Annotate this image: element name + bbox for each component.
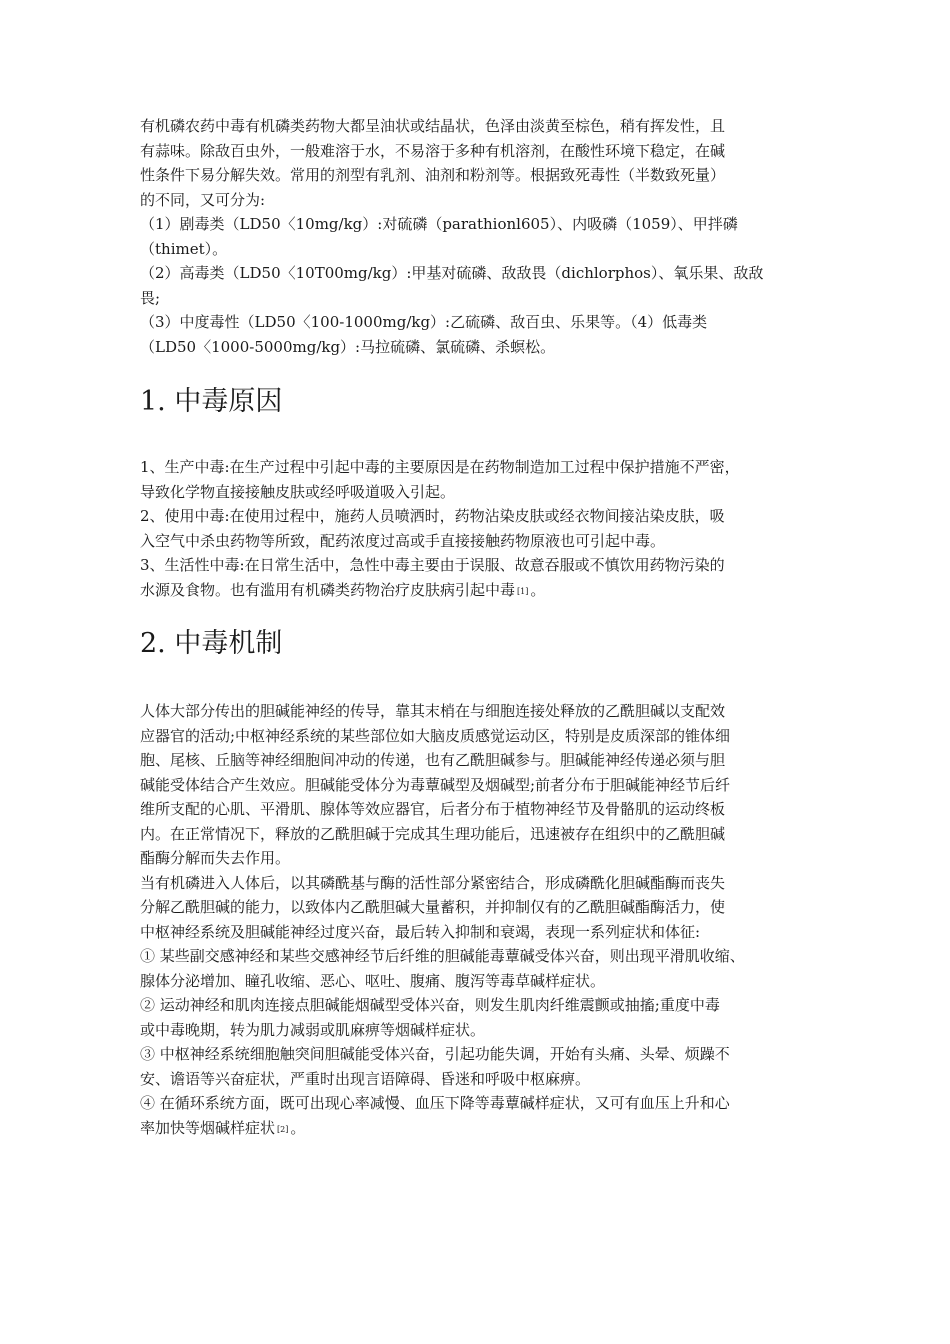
- section-1-line: 3、生活性中毒:在日常生活中，急性中毒主要由于误服、故意吞服或不慎饮用药物污染的: [140, 556, 725, 574]
- section-2-line: ④ 在循环系统方面，既可出现心率减慢、血压下降等毒蕈碱样症状，又可有血压上升和心: [140, 1094, 730, 1112]
- section-1-last-line-end: 。: [530, 580, 546, 599]
- section-1-last-line: [140, 578, 830, 603]
- section-2-line: ③ 中枢神经系统细胞触突间胆碱能受体兴奋，引起功能失调，开始有头痛、头晕、烦躁不: [140, 1045, 730, 1063]
- section-2-heading: 2. 中毒机制: [140, 628, 283, 659]
- citation-1: [1]: [517, 586, 529, 596]
- section-2-line: 人体大部分传出的胆碱能神经的传导，靠其末梢在与细胞连接处释放的乙酰胆碱以支配效: [140, 702, 726, 720]
- section-2-line: 分解乙酰胆碱的能力，以致体内乙酰胆碱大量蓄积，并抑制仅有的乙酰胆碱酯酶活力，使: [140, 898, 726, 916]
- section-1-line: 2、使用中毒:在使用过程中，施药人员喷洒时，药物沾染皮肤或经衣物间接沾染皮肤，吸: [140, 507, 725, 525]
- section-2-line: 碱能受体结合产生效应。胆碱能受体分为毒蕈碱型及烟碱型;前者分布于胆碱能神经节后纤: [140, 775, 731, 794]
- section-1-line: 入空气中杀虫药物等所致，配药浓度过高或手直接接触药物原液也可引起中毒。: [140, 531, 666, 550]
- section-1-body: [140, 455, 830, 602]
- section-2-line: 应器官的活动;中枢神经系统的某些部位如大脑皮质感觉运动区，特别是皮质深部的锥体细: [140, 726, 731, 745]
- section-2-line: 安、谵语等兴奋症状，严重时出现言语障碍、昏迷和呼吸中枢麻痹。: [140, 1069, 591, 1088]
- intro-line: （1）剧毒类（LD50〈10mg/kg）:对硫磷（parathionl605）、内吸磷（1059）、甲拌磷: [140, 215, 738, 233]
- section-2-line: 中枢神经系统及胆碱能神经过度兴奋，最后转入抑制和衰竭，表现一系列症状和体征:: [140, 922, 701, 941]
- section-2-line: 胞、尾核、丘脑等神经细胞间冲动的传递，也有乙酰胆碱参与。胆碱能神经传递必须与胆: [140, 751, 726, 769]
- intro-line: 性条件下易分解失效。常用的剂型有乳剂、油剂和粉剂等。根据致死毒性（半数致死量）: [140, 166, 726, 184]
- intro-line: 的不同，又可分为:: [140, 190, 266, 209]
- intro-line: （LD50〈1000-5000mg/kg）:马拉硫磷、氯硫磷、杀螟松。: [140, 337, 556, 356]
- section-2-line: 腺体分泌增加、瞳孔收缩、恶心、呕吐、腹痛、腹泻等毒草碱样症状。: [140, 971, 606, 990]
- intro-line: （3）中度毒性（LD50〈100-1000mg/kg）:乙硫磷、敌百虫、乐果等。（4）低毒类: [140, 313, 708, 331]
- section-2-last-line-end: 。: [290, 1118, 306, 1137]
- intro-line: 有蒜味。除敌百虫外，一般难溶于水，不易溶于多种有机溶剂，在酸性环境下稳定，在碱: [140, 141, 726, 160]
- intro-line: （thimet）。: [140, 239, 228, 258]
- section-1-heading: 1. 中毒原因: [140, 386, 283, 417]
- section-2-last-line: [140, 1116, 830, 1141]
- section-2-line: ① 某些副交感神经和某些交感神经节后纤维的胆碱能毒蕈碱受体兴奋，则出现平滑肌收缩、: [140, 947, 745, 965]
- section-2-body: [140, 699, 830, 1140]
- intro-line: 畏;: [140, 288, 161, 307]
- section-2-line: 酯酶分解而失去作用。: [140, 849, 291, 867]
- section-2-line: 或中毒晚期，转为肌力减弱或肌麻痹等烟碱样症状。: [140, 1020, 486, 1039]
- intro-paragraph: [140, 114, 830, 359]
- section-1-line: 1、生产中毒:在生产过程中引起中毒的主要原因是在药物制造加工过程中保护措施不严密，: [140, 458, 740, 476]
- section-2-line: 当有机磷进入人体后，以其磷酰基与酶的活性部分紧密结合，形成磷酰化胆碱酯酶而丧失: [140, 873, 726, 892]
- intro-line: 有机磷农药中毒有机磷类药物大都呈油状或结晶状，色泽由淡黄至棕色，稍有挥发性，且: [140, 117, 726, 135]
- section-2-line: 维所支配的心肌、平滑肌、腺体等效应器官，后者分布于植物神经节及骨骼肌的运动终板: [140, 800, 726, 818]
- section-2-last-line-text: 率加快等烟碱样症状: [140, 1118, 276, 1137]
- section-2-line: ② 运动神经和肌肉连接点胆碱能烟碱型受体兴奋，则发生肌肉纤维震颤或抽搐;重度中毒: [140, 996, 720, 1014]
- intro-line: （2）高毒类（LD50〈10T00mg/kg）:甲基对硫磷、敌敌畏（dichlorphos）、氧乐果、敌敌: [140, 264, 764, 282]
- citation-2: [2]: [277, 1124, 289, 1134]
- section-1-last-line-text: 水源及食物。也有滥用有机磷类药物治疗皮肤病引起中毒: [140, 580, 516, 599]
- section-2-line: 内。在正常情况下，释放的乙酰胆碱于完成其生理功能后，迅速被存在组织中的乙酰胆碱: [140, 824, 726, 843]
- section-1-line: 导致化学物直接接触皮肤或经呼吸道吸入引起。: [140, 482, 456, 501]
